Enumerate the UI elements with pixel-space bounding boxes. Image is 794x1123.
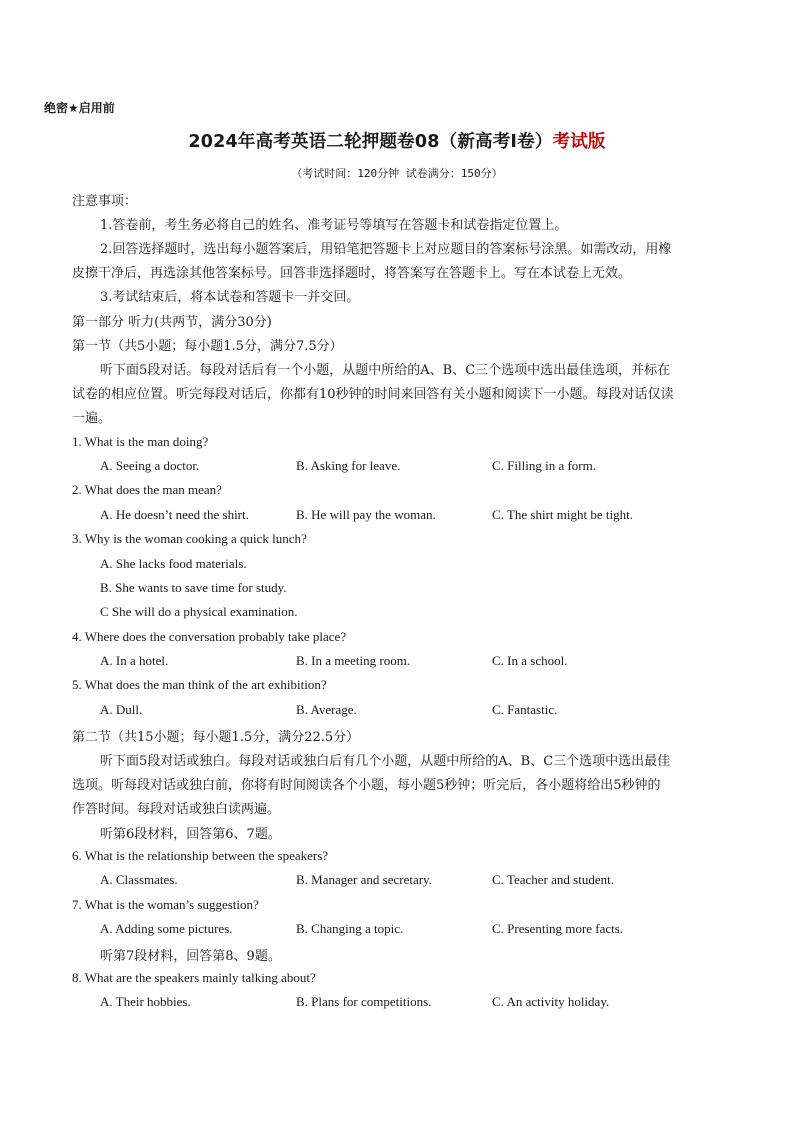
notice-heading: 注意事项： (72, 194, 138, 209)
question-8-stem: 8. What are the speakers mainly talking about? (72, 970, 316, 985)
question-4-option-b: B. In a meeting room. (296, 653, 411, 668)
question-7-option-a: A. Adding some pictures. (100, 921, 233, 936)
question-2-option-c: C. The shirt might be tight. (492, 507, 633, 522)
question-8-option-b: B. Plans for competitions. (296, 994, 432, 1009)
section1-instructions-line-3: 一遍。 (72, 411, 112, 426)
title-version: 考试版 (552, 132, 606, 152)
section2-instructions-line-3: 作答时间。每段对话或独白读两遍。 (72, 802, 281, 817)
question-5-stem: 5. What does the man think of the art exhibition? (72, 677, 327, 692)
question-6-option-b: B. Manager and secretary. (296, 872, 432, 887)
question-3-stem: 3. Why is the woman cooking a quick lunch? (72, 531, 307, 546)
page-title (0, 128, 794, 153)
question-7-option-b: B. Changing a topic. (296, 921, 404, 936)
question-6-stem: 6. What is the relationship between the speakers? (72, 848, 329, 863)
question-5-option-b: B. Average. (296, 702, 357, 717)
section1-instructions-line-2: 试卷的相应位置。听完每段对话后，你都有10秒钟的时间来回答有关小题和阅读下一小题。每段对话仅读 (72, 387, 674, 402)
section2-instructions-line-1: 听下面5段对话或独白。每段对话或独白后有几个小题，从题中所给的A、B、C三个选项中选出最佳 (100, 754, 671, 769)
title-main: 2024年高考英语二轮押题卷08（新高考I卷） (188, 132, 553, 152)
question-1-option-a: A. Seeing a doctor. (100, 458, 200, 473)
confidential-label: 绝密★启用前 (44, 101, 115, 115)
notice-item-2-line-1: 2.回答选择题时，选出每小题答案后，用铅笔把答题卡上对应题目的答案标号涂黑。如需改动，用橡 (100, 242, 672, 257)
question-1-stem: 1. What is the man doing? (72, 434, 209, 449)
question-3-option-b: B. She wants to save time for study. (100, 580, 287, 595)
notice-item-1: 1.答卷前，考生务必将自己的姓名、准考证号等填写在答题卡和试卷指定位置上。 (100, 218, 568, 233)
question-2-stem: 2. What does the man mean? (72, 482, 222, 497)
question-7-option-c: C. Presenting more facts. (492, 921, 624, 936)
section2-instructions-line-2: 选项。听每段对话或独白前，你将有时间阅读各个小题，每小题5秒钟；听完后，各小题将给出5秒钟的 (72, 778, 661, 793)
question-1-option-b: B. Asking for leave. (296, 458, 401, 473)
question-8-option-c: C. An activity holiday. (492, 994, 610, 1009)
section1-heading: 第一节（共5小题；每小题1.5分，满分7.5分） (72, 339, 343, 354)
question-6-option-a: A. Classmates. (100, 872, 178, 887)
notice-item-2-line-2: 皮擦干净后，再选涂其他答案标号。回答非选择题时，将答案写在答题卡上。写在本试卷上无效。 (72, 266, 632, 281)
question-8-option-a: A. Their hobbies. (100, 994, 191, 1009)
question-4-option-a: A. In a hotel. (100, 653, 169, 668)
section2-heading: 第二节（共15小题；每小题1.5分，满分22.5分） (72, 730, 360, 745)
question-5-option-c: C. Fantastic. (492, 702, 558, 717)
question-6-option-c: C. Teacher and student. (492, 872, 614, 887)
notice-item-3: 3.考试结束后，将本试卷和答题卡一并交回。 (100, 290, 360, 305)
part1-heading: 第一部分 听力(共两节，满分30分) (72, 315, 272, 330)
question-2-option-b: B. He will pay the woman. (296, 507, 436, 522)
question-2-option-a: A. He doesn’t need the shirt. (100, 507, 249, 522)
question-7-stem: 7. What is the woman’s suggestion? (72, 897, 259, 912)
question-4-stem: 4. Where does the conversation probably take place? (72, 629, 347, 644)
material-7-note: 听第7段材料，回答第8、9题。 (100, 949, 281, 964)
material-6-note: 听第6段材料，回答第6、7题。 (100, 827, 281, 842)
question-4-option-c: C. In a school. (492, 653, 568, 668)
exam-info: （考试时间：120分钟 试卷满分：150分） (291, 167, 503, 180)
section1-instructions-line-1: 听下面5段对话。每段对话后有一个小题，从题中所给的A、B、C三个选项中选出最佳选项，并标在 (100, 363, 671, 378)
question-1-option-c: C. Filling in a form. (492, 458, 596, 473)
question-5-option-a: A. Dull. (100, 702, 143, 717)
question-3-option-c: C She will do a physical examination. (100, 604, 298, 619)
question-3-option-a: A. She lacks food materials. (100, 556, 247, 571)
